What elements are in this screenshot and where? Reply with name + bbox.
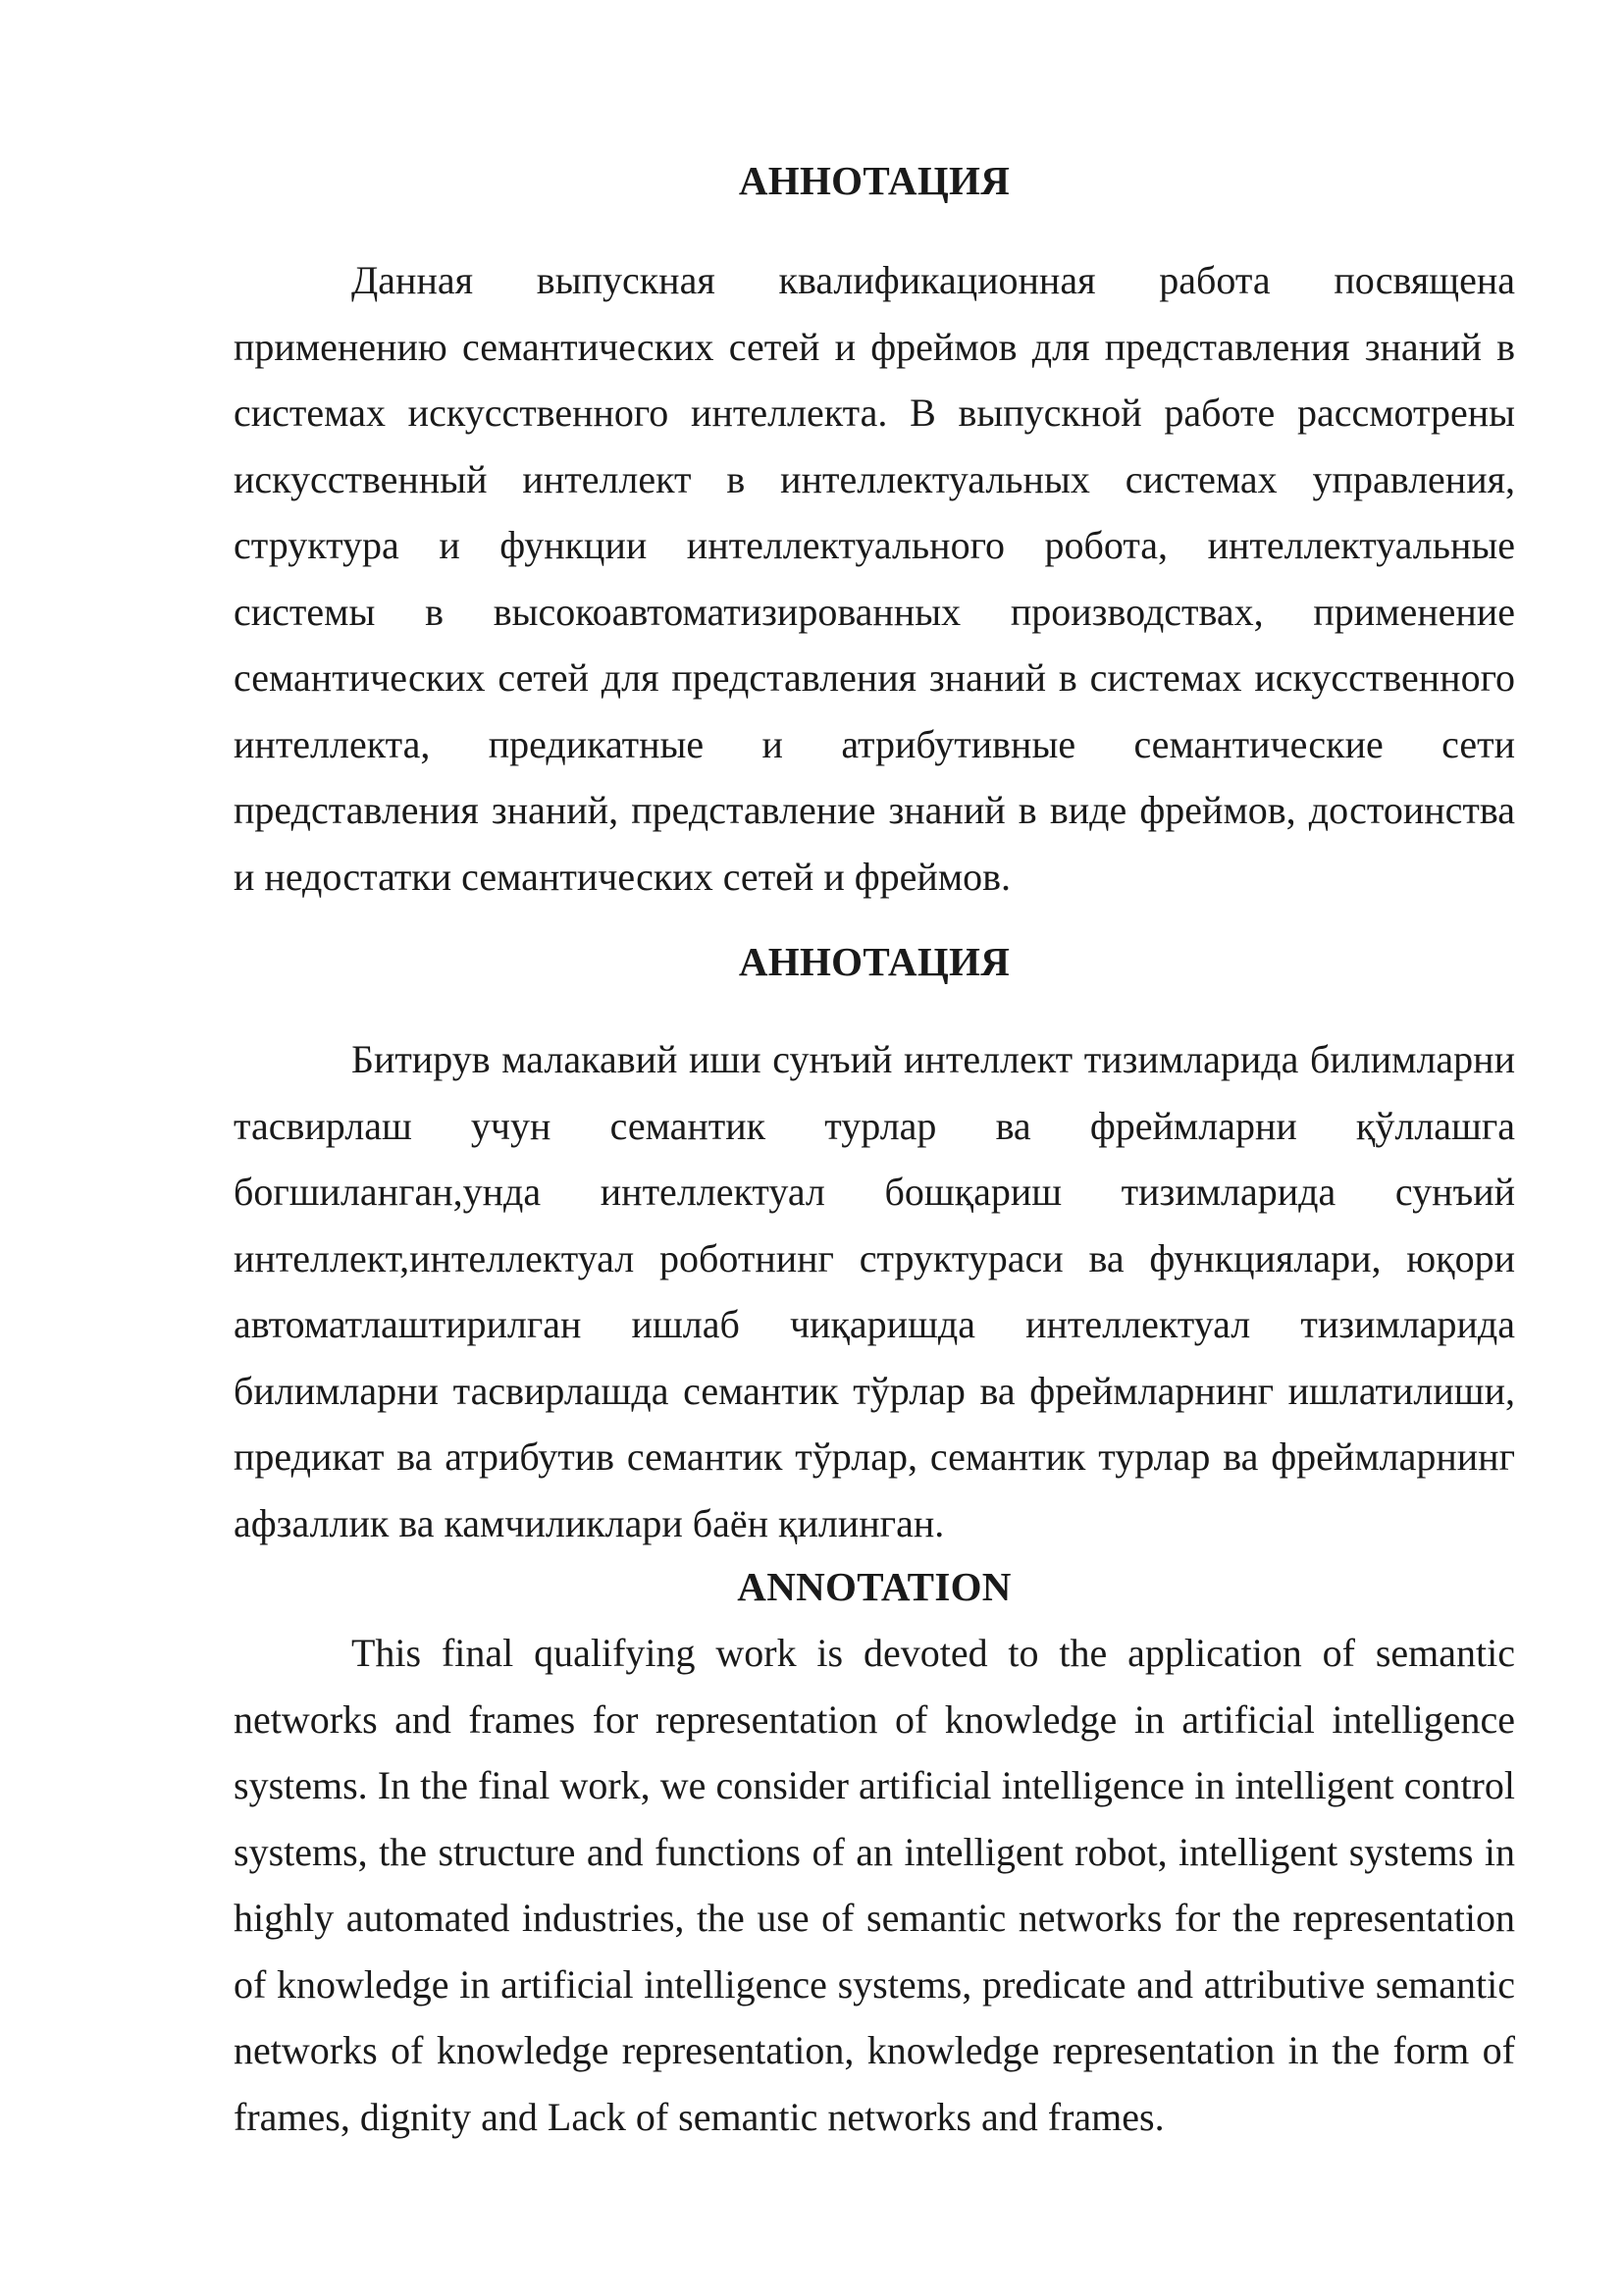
annotation-text-russian: Данная выпускная квалификационная работа посвящена применению семантических сетей и фреймов для представления знаний в системах искусственного интеллекта. В выпускной работе рассмотрены искусственный интеллект в интеллектуальных системах управления, структура и функции интеллектуального робота, интеллектуальные системы в высокоавтоматизированных производствах, применение семантических сетей для представления знаний в системах искусственного интеллекта, предикатные и атрибутивные семантические сети представления знаний, представление знаний в виде фреймов, достоинства и недостатки семантических сетей и фреймов. xyxy=(234,258,1515,899)
annotation-text-uzbek: Битирув малакавий иши сунъий интеллект тизимларида билимларни тасвирлаш учун семантик турлар ва фреймларни қўллашга богшиланган,унда интеллектуал бошқариш тизимларида сунъий интеллект,интеллектуал роботнинг структураси ва функциялари, юқори автоматлаштирилган ишлаб чиқаришда интеллектуал тизимларида билимларни тасвирлашда семантик тўрлар ва фреймларнинг ишлатилиши, предикат ва атрибутив семантик тўрлар, семантик турлар ва фреймларнинг афзаллик ва камчиликлари баён қилинган. xyxy=(234,1037,1515,1545)
annotation-heading-russian: АННОТАЦИЯ xyxy=(738,158,1011,203)
annotation-heading-uzbek: АННОТАЦИЯ xyxy=(738,939,1011,984)
annotation-uzbek xyxy=(234,938,1515,1556)
annotation-english xyxy=(234,1563,1515,2150)
annotation-text-english: This final qualifying work is devoted to the application of semantic networks and frames for representation of knowledge in artificial intelligence systems. In the final work, we consider artificial intelligence in intelligent control systems, the structure and functions of an intelligent robot, intelligent systems in highly automated industries, the use of semantic networks for the representation of knowledge in artificial intelligence systems, predicate and attributive semantic networks of knowledge representation, knowledge representation in the form of frames, dignity and Lack of semantic networks and frames. xyxy=(234,1631,1515,2139)
annotation-russian xyxy=(234,157,1515,910)
annotation-heading-english: ANNOTATION xyxy=(737,1564,1012,1609)
